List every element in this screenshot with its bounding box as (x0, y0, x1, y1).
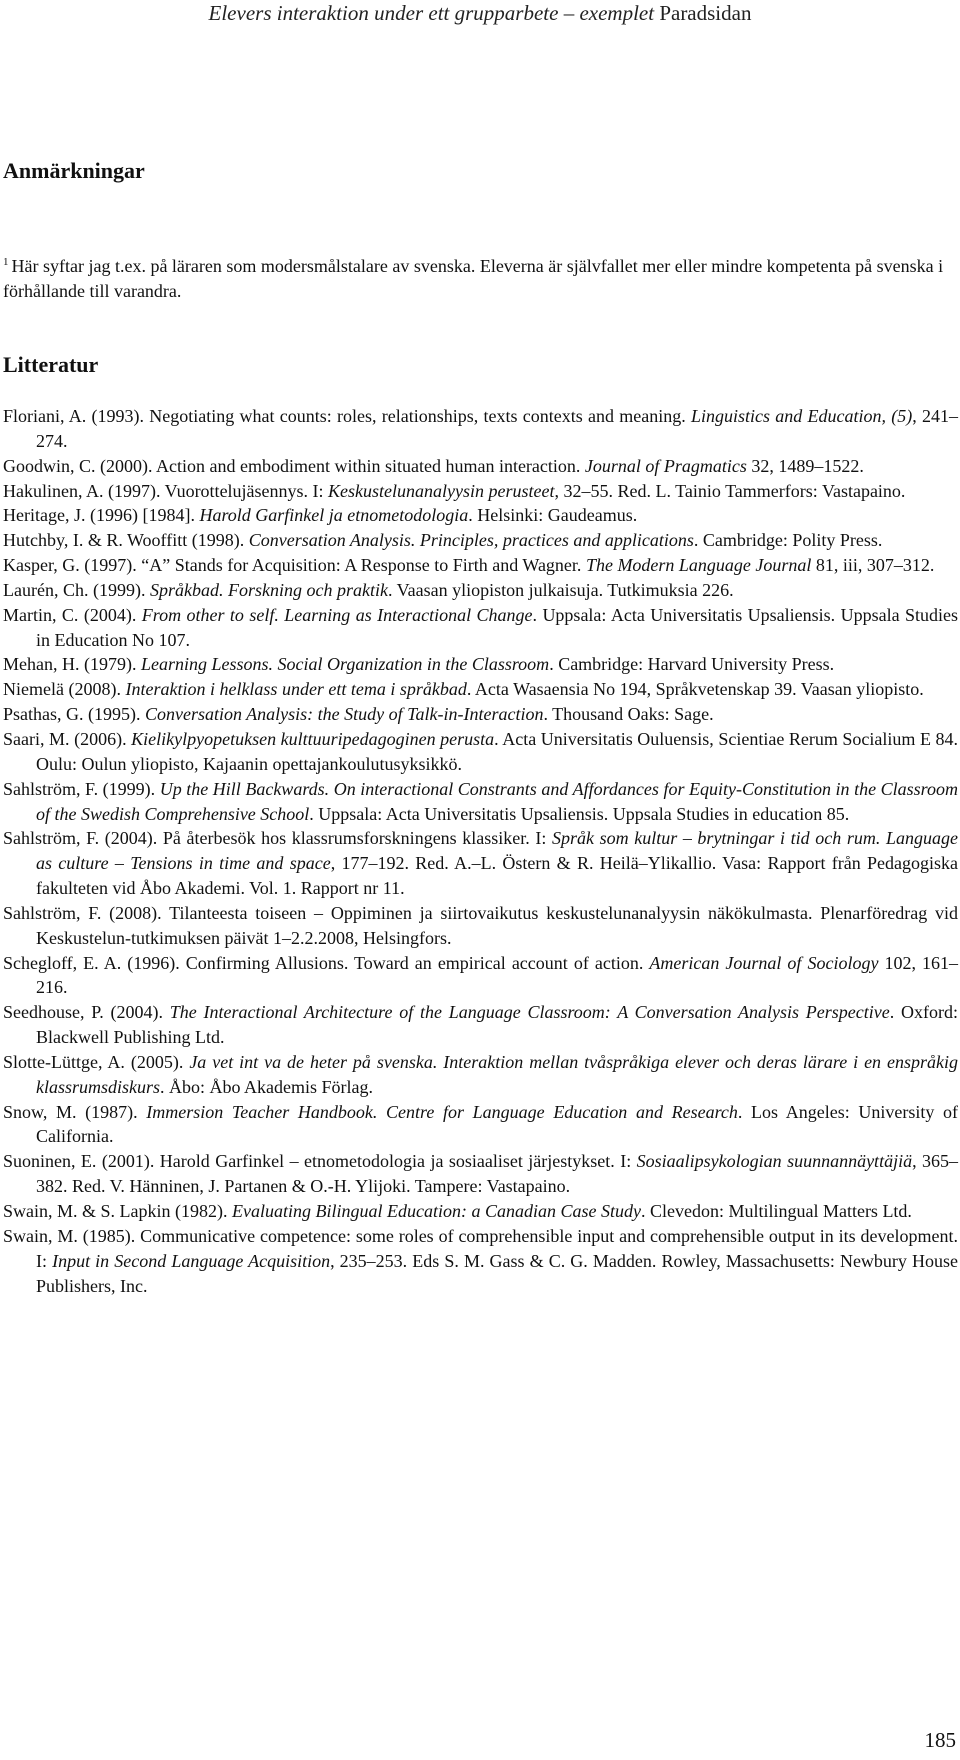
ref-text: . Cambridge: Polity Press. (693, 530, 883, 551)
ref-text: . Cambridge: Harvard University Press. (549, 654, 835, 675)
ref-text: . Uppsala: Acta Universitatis Upsaliensis. Uppsala Studies in education 85. (309, 803, 850, 824)
ref-text: . Los Angeles: University of California. (36, 1101, 958, 1147)
ref-text: Laurén, Ch. (1999). (3, 579, 150, 600)
ref-text: Seedhouse, P. (2004). (3, 1002, 170, 1023)
ref-text: . Oxford: Blackwell Publishing Ltd. (36, 1002, 958, 1048)
ref-text: . Helsinki: Gaudeamus. (468, 505, 638, 526)
ref-text: Slotte-Lüttge, A. (2005). (3, 1051, 190, 1072)
ref-text: . Åbo: Åbo Akademis Förlag. (160, 1076, 374, 1097)
ref-text: , 32–55. Red. L. Tainio Tammerfors: Vastapaino. (554, 480, 906, 501)
reference-item (3, 901, 958, 951)
footnote-number: 1 (3, 256, 9, 268)
ref-title: Learning Lessons. Social Organization in the Classroom (140, 654, 550, 675)
ref-text: 102, 161–216. (36, 952, 959, 998)
ref-text: Sahlström, F. (2008). Tilanteesta toiseen – Oppiminen ja siirtovaikutus keskustelunanalyysin näkökulmasta. Plenarföredrag vid Keskustelun-tutkimuksen päivät 1–2.2.2008, Helsingfors. (3, 902, 958, 948)
ref-text: Swain, M. & S. Lapkin (1982). (3, 1201, 232, 1221)
ref-title: Sosiaalipsykologian suunnannäyttäjiä (636, 1151, 913, 1172)
ref-title: Ja vet int va de heter på svenska. Interaktion mellan tvåspråkiga elever och deras lärare i en enspråkig klassrumsdiskurs (36, 1051, 958, 1097)
ref-title: Input in Second Language Acquisition (52, 1250, 331, 1271)
reference-item (3, 603, 958, 653)
ref-text: Hutchby, I. & R. Wooffitt (1998). (3, 530, 249, 551)
reference-item (3, 777, 958, 827)
ref-title: American Journal of Sociology (649, 952, 879, 973)
footnote (3, 250, 958, 304)
running-head (0, 0, 960, 26)
reference-item (3, 553, 958, 578)
reference-item (3, 727, 958, 777)
ref-text: . Acta Universitatis Ouluensis, Scientiae Rerum Socialium E 84. Oulu: Oulun yliopisto, Kajaanin opettajankoulutusyksikkö. (36, 728, 959, 774)
reference-item (3, 1224, 958, 1299)
reference-item (3, 454, 958, 479)
reference-item (3, 479, 958, 504)
ref-text: . Clevedon: Multilingual Matters Ltd. (640, 1201, 912, 1221)
ref-text: Schegloff, E. A. (1996). Confirming Allusions. Toward an empirical account of action. (3, 952, 650, 973)
ref-text: , 241–274. (36, 406, 958, 451)
reference-item (3, 1050, 958, 1100)
page-number: 185 (924, 1728, 956, 1752)
ref-text: Snow, M. (1987). (3, 1101, 147, 1122)
ref-text: . Vaasan yliopiston julkaisuja. Tutkimuksia 226. (387, 579, 734, 600)
ref-title: Språkbad. Forskning och praktik (149, 579, 388, 600)
reference-item (3, 951, 958, 1001)
reference-item (3, 652, 958, 677)
ref-title: Up the Hill Backwards. On interactional Constrants and Affordances for Equity-Constitution in the Classroom of the Swedish Comprehensive School (36, 778, 958, 824)
ref-text: 32, 1489–1522. (746, 455, 864, 476)
ref-text: Psathas, G. (1995). (3, 704, 145, 725)
ref-text: , 365–382. Red. V. Hänninen, J. Partanen & O.-H. Ylijoki. Tampere: Vastapaino. (36, 1151, 959, 1197)
ref-text: Heritage, J. (1996) [1984]. (3, 505, 200, 526)
ref-text: Mehan, H. (1979). (3, 654, 141, 675)
notes-heading: Anmärkningar (3, 158, 145, 183)
literature-heading: Litteratur (3, 352, 99, 377)
ref-title: Harold Garfinkel ja etnometodologia (199, 505, 469, 526)
ref-text: Kasper, G. (1997). “A” Stands for Acquisition: A Response to Firth and Wagner. (3, 555, 586, 576)
running-head-section: Paradsidan (659, 1, 752, 25)
ref-title: Journal of Pragmatics (584, 455, 747, 476)
ref-text: Swain, M. (1985). Communicative competence: some roles of comprehensible input and comprehensible output in its development. I: (3, 1225, 958, 1271)
reference-list (3, 404, 958, 1298)
ref-title: Evaluating Bilingual Education: a Canadian Case Study (232, 1201, 641, 1221)
ref-title: The Modern Language Journal (585, 555, 812, 576)
ref-text: . Uppsala: Acta Universitatis Upsaliensis. Uppsala Studies in Education No 107. (36, 604, 958, 650)
ref-text: Goodwin, C. (2000). Action and embodiment within situated human interaction. (3, 455, 585, 476)
reference-item (3, 503, 958, 528)
ref-title: From other to self. Learning as Interactional Change (141, 604, 533, 625)
ref-text: Saari, M. (2006). (3, 728, 132, 749)
ref-text: , 177–192. Red. A.–L. Östern & R. Heilä–Ylikallio. Vasa: Rapport från Pedagogiska fakulteten vid Åbo Akademi. Vol. 1. Rapport nr 11. (36, 853, 958, 899)
ref-title: Linguistics and Education, (5) (690, 406, 913, 426)
ref-text: Suoninen, E. (2001). Harold Garfinkel – etnometodologia ja sosiaaliset järjestykset. I: (3, 1151, 637, 1172)
reference-item (3, 1199, 958, 1224)
reference-item (3, 528, 958, 553)
ref-text: . Thousand Oaks: Sage. (543, 704, 714, 725)
ref-text: Hakulinen, A. (1997). Vuorottelujäsennys. I: (3, 480, 329, 501)
running-head-title: Elevers interaktion under ett grupparbete – exemplet (208, 1, 655, 25)
ref-text: Martin, C. (2004). (3, 604, 142, 625)
ref-title: The Interactional Architecture of the Language Classroom: A Conversation Analysis Perspective (169, 1002, 890, 1023)
ref-text: , 235–253. Eds S. M. Gass & C. G. Madden. Rowley, Massachusetts: Newbury House Publishers, Inc. (36, 1250, 958, 1296)
ref-title: Immersion Teacher Handbook. Centre for Language Education and Research (146, 1101, 738, 1122)
ref-text: Floriani, A. (1993). Negotiating what counts: roles, relationships, texts contexts and meaning. (3, 406, 691, 426)
ref-text: Niemelä (2008). (3, 679, 126, 700)
ref-text: Sahlström, F. (2004). På återbesök hos klassrumsforskningens klassiker. I: (3, 828, 552, 849)
reference-item (3, 702, 958, 727)
footnote-text: Här syftar jag t.ex. på läraren som modersmålstalare av svenska. Eleverna är självfallet mer eller mindre kompetenta på svenska i förhållande till varandra. (3, 256, 944, 301)
ref-title: Conversation Analysis: the Study of Talk-in-Interaction (145, 704, 544, 725)
ref-text: 81, iii, 307–312. (811, 555, 935, 576)
reference-item (3, 677, 958, 702)
ref-title: Conversation Analysis. Principles, practices and applications (248, 530, 694, 551)
reference-item (3, 826, 958, 901)
ref-title: Språk som kultur – brytningar i tid och rum. Language as culture – Tensions in time and space (36, 828, 958, 874)
reference-item (3, 1100, 958, 1150)
ref-title: Keskustelunanalyysin perusteet (328, 480, 555, 501)
reference-item (3, 578, 958, 603)
ref-title: Interaktion i helklass under ett tema i språkbad (125, 679, 467, 700)
reference-item (3, 1000, 958, 1050)
reference-item (3, 404, 958, 454)
ref-title: Kielikylpyopetuksen kulttuuripedagoginen perusta (131, 728, 495, 749)
ref-text: . Acta Wasaensia No 194, Språkvetenskap 39. Vaasan yliopisto. (466, 679, 924, 700)
reference-item (3, 1149, 958, 1199)
ref-text: Sahlström, F. (1999). (3, 778, 160, 799)
